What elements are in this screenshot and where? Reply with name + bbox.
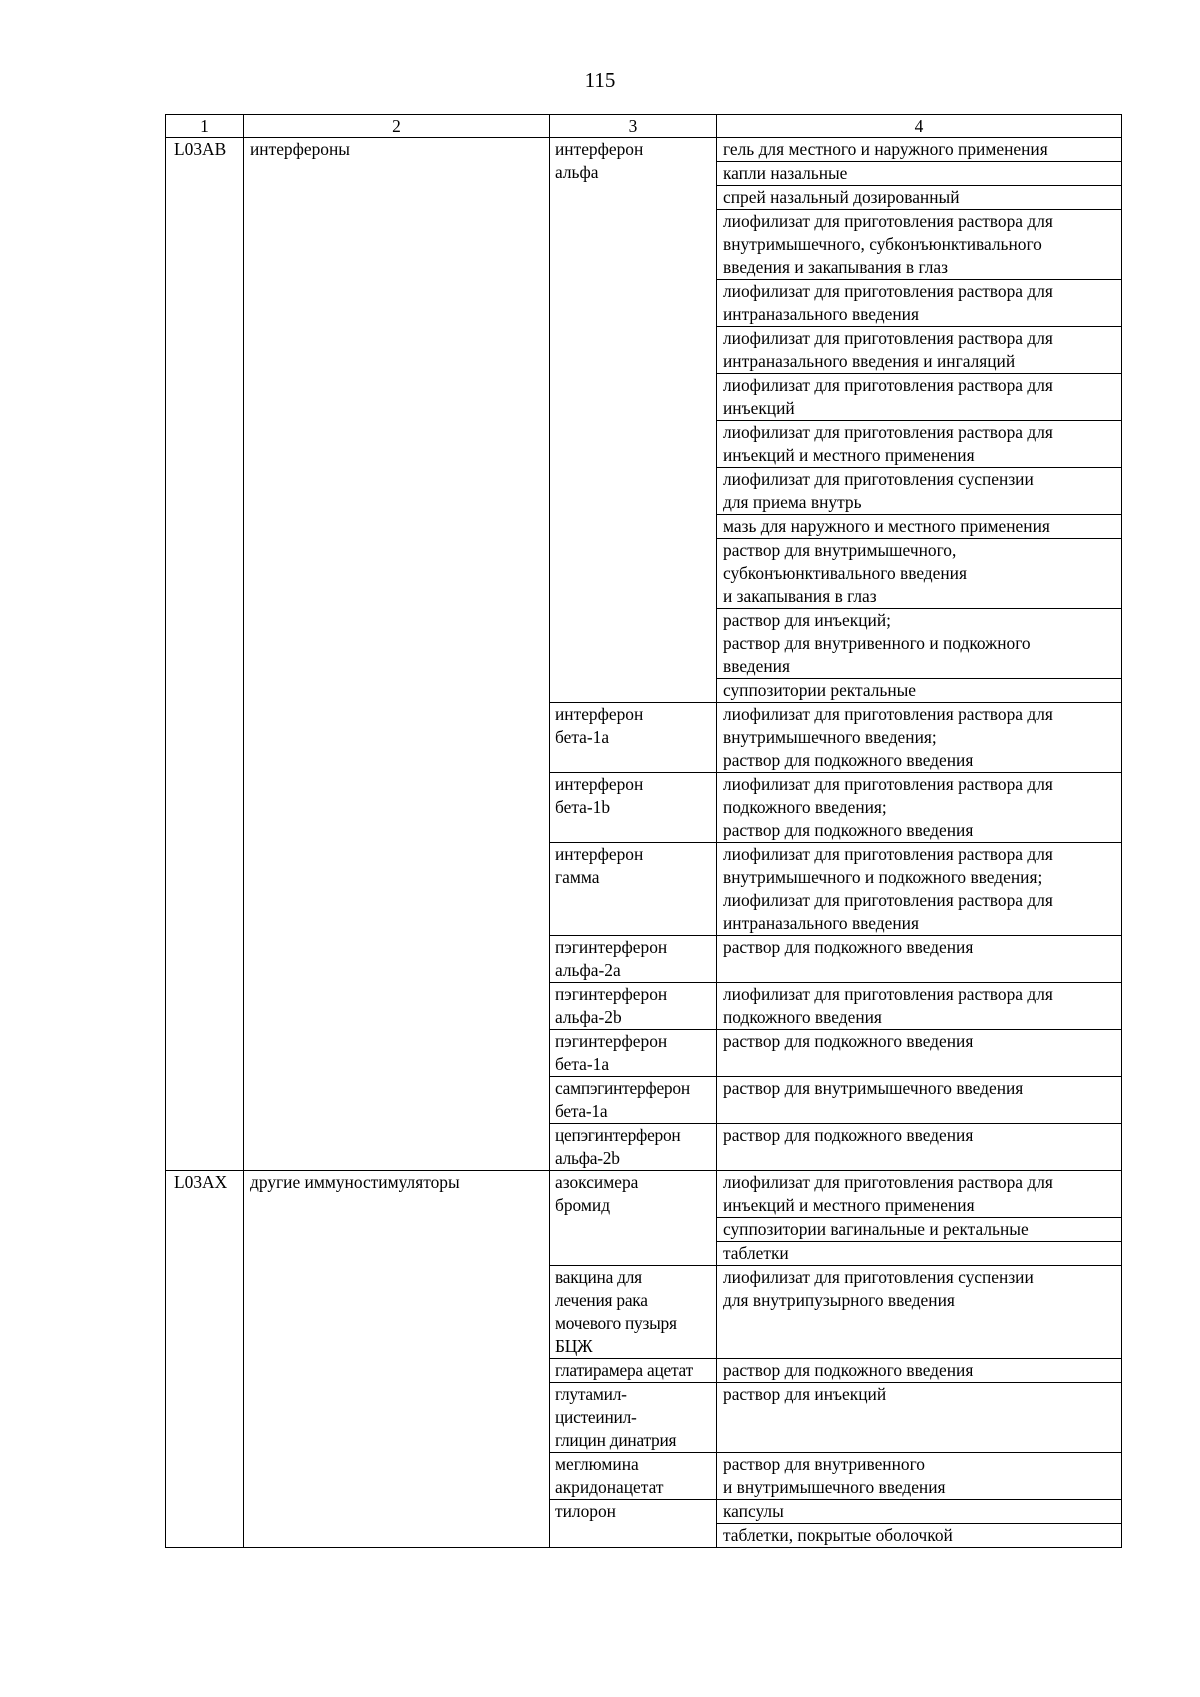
drug-name-cell xyxy=(550,1124,717,1171)
dosage-form-cell xyxy=(717,327,1122,374)
drug-name-cell-line: лечения рака xyxy=(555,1290,648,1310)
dosage-form-cell-line: лиофилизат для приготовления раствора для xyxy=(723,984,1053,1004)
drug-name-cell-line: азоксимера xyxy=(555,1172,639,1192)
dosage-form-cell-line: лиофилизат для приготовления раствора для xyxy=(723,890,1053,910)
drug-name-cell-line: альфа-2b xyxy=(555,1148,620,1168)
dosage-form-cell xyxy=(717,843,1122,936)
dosage-form-cell-line: лиофилизат для приготовления раствора для xyxy=(723,328,1053,348)
drug-name-cell-line: цистеинил- xyxy=(555,1407,637,1427)
drug-name-cell-line: интерферон xyxy=(555,844,644,864)
dosage-form-cell xyxy=(717,374,1122,421)
dosage-form-cell xyxy=(717,1524,1122,1548)
dosage-form-cell-line: внутримышечного введения; xyxy=(723,727,937,747)
drug-name-cell xyxy=(550,773,717,843)
dosage-form-cell xyxy=(717,280,1122,327)
dosage-form-cell-line: лиофилизат для приготовления суспензии xyxy=(723,469,1034,489)
dosage-form-cell-line: и внутримышечного введения xyxy=(723,1477,946,1497)
dosage-form-cell-line: лиофилизат для приготовления раствора для xyxy=(723,704,1053,724)
drug-name-cell-line: интерферон xyxy=(555,139,644,159)
dosage-form-cell xyxy=(717,210,1122,280)
dosage-form-cell-line: таблетки, покрытые оболочкой xyxy=(723,1525,953,1545)
table-row xyxy=(166,138,1122,162)
drug-name-cell xyxy=(550,1171,717,1266)
dosage-form-cell-line: капли назальные xyxy=(723,163,848,183)
dosage-form-cell-line: введения xyxy=(723,656,790,676)
dosage-form-cell-line: внутримышечного, субконъюнктивального xyxy=(723,234,1042,254)
drug-name-cell-line: акридонацетат xyxy=(555,1477,664,1497)
dosage-form-cell-line: интраназального введения xyxy=(723,913,919,933)
dosage-form-cell-line: раствор для подкожного введения xyxy=(723,937,974,957)
group-name-cell: другие иммуностимуляторы xyxy=(244,1171,550,1548)
drug-name-cell-line: интерферон xyxy=(555,704,644,724)
drug-name-cell xyxy=(550,1266,717,1359)
dosage-form-cell-line: лиофилизат для приготовления суспензии xyxy=(723,1267,1034,1287)
header-cell-2: 2 xyxy=(244,115,550,138)
drug-name-cell-line: бета-1b xyxy=(555,797,611,817)
drug-name-cell xyxy=(550,1383,717,1453)
dosage-form-cell xyxy=(717,1218,1122,1242)
dosage-form-cell-line: спрей назальный дозированный xyxy=(723,187,960,207)
drug-name-cell-line: альфа xyxy=(555,162,599,182)
group-name-cell: интерфероны xyxy=(244,138,550,1171)
header-cell-3: 3 xyxy=(550,115,717,138)
drug-name-cell-line: альфа-2a xyxy=(555,960,621,980)
dosage-form-cell-line: суппозитории ректальные xyxy=(723,680,917,700)
dosage-form-cell xyxy=(717,679,1122,703)
dosage-form-cell xyxy=(717,1266,1122,1359)
atc-code-cell: L03AB xyxy=(166,138,244,1171)
drug-name-cell-line: пэгинтерферон xyxy=(555,937,668,957)
drug-name-cell-line: интерферон xyxy=(555,774,644,794)
drug-name-cell-line: глатирамера ацетат xyxy=(555,1360,693,1380)
dosage-form-cell xyxy=(717,936,1122,983)
dosage-form-cell-line: лиофилизат для приготовления раствора для xyxy=(723,1172,1053,1192)
page-number: 115 xyxy=(584,68,616,92)
dosage-form-cell-line: интраназального введения и ингаляций xyxy=(723,351,1016,371)
dosage-form-cell-line: лиофилизат для приготовления раствора для xyxy=(723,774,1053,794)
dosage-form-cell-line: лиофилизат для приготовления раствора для xyxy=(723,281,1053,301)
drug-name-cell xyxy=(550,1359,717,1383)
drug-name-cell-line: пэгинтерферон xyxy=(555,984,668,1004)
dosage-form-cell-line: и закапывания в глаз xyxy=(723,586,877,606)
dosage-form-cell-line: раствор для подкожного введения xyxy=(723,750,974,770)
header-cell-4: 4 xyxy=(717,115,1122,138)
dosage-form-cell xyxy=(717,539,1122,609)
dosage-form-cell-line: мазь для наружного и местного применения xyxy=(723,516,1050,536)
drug-name-cell-line: глутамил- xyxy=(555,1384,627,1404)
dosage-form-cell xyxy=(717,186,1122,210)
dosage-form-cell xyxy=(717,1500,1122,1524)
drug-name-cell-line: БЦЖ xyxy=(555,1336,593,1356)
drug-name-cell xyxy=(550,983,717,1030)
drug-name-cell-line: вакцина для xyxy=(555,1267,642,1287)
dosage-form-cell-line: суппозитории вагинальные и ректальные xyxy=(723,1219,1029,1239)
dosage-form-cell-line: внутримышечного и подкожного введения; xyxy=(723,867,1043,887)
dosage-form-cell-line: для приема внутрь xyxy=(723,492,862,512)
drug-name-cell-line: тилорон xyxy=(555,1501,616,1521)
drug-name-cell-line: мочевого пузыря xyxy=(555,1313,677,1333)
drug-name-cell-line: пэгинтерферон xyxy=(555,1031,668,1051)
dosage-form-cell xyxy=(717,468,1122,515)
drug-name-cell xyxy=(550,1453,717,1500)
dosage-form-cell-line: введения и закапывания в глаз xyxy=(723,257,948,277)
drug-name-cell-line: бромид xyxy=(555,1195,611,1215)
dosage-form-cell-line: раствор для инъекций xyxy=(723,1384,887,1404)
dosage-form-cell-line: раствор для инъекций; xyxy=(723,610,891,630)
dosage-form-cell-line: для внутрипузырного введения xyxy=(723,1290,955,1310)
dosage-form-cell-line: лиофилизат для приготовления раствора для xyxy=(723,211,1053,231)
dosage-form-cell xyxy=(717,773,1122,843)
dosage-form-cell-line: раствор для внутримышечного введения xyxy=(723,1078,1024,1098)
dosage-form-cell-line: подкожного введения xyxy=(723,1007,882,1027)
dosage-form-cell-line: лиофилизат для приготовления раствора для xyxy=(723,844,1053,864)
drug-name-cell-line: сампэгинтерферон xyxy=(555,1078,690,1098)
dosage-form-cell-line: интраназального введения xyxy=(723,304,919,324)
drug-name-cell-line: цепэгинтерферон xyxy=(555,1125,681,1145)
dosage-form-cell-line: лиофилизат для приготовления раствора для xyxy=(723,375,1053,395)
dosage-form-cell-line: гель для местного и наружного применения xyxy=(723,139,1048,159)
dosage-form-cell-line: раствор для внутривенного и подкожного xyxy=(723,633,1031,653)
dosage-form-cell xyxy=(717,703,1122,773)
header-cell-1: 1 xyxy=(166,115,244,138)
dosage-form-cell xyxy=(717,421,1122,468)
dosage-form-cell xyxy=(717,1077,1122,1124)
drug-name-cell-line: альфа-2b xyxy=(555,1007,622,1027)
drug-name-cell-line: бета-1a xyxy=(555,1054,610,1074)
dosage-form-cell-line: инъекций и местного применения xyxy=(723,1195,975,1215)
dosage-form-cell xyxy=(717,983,1122,1030)
drug-name-cell-line: бета-1a xyxy=(555,727,610,747)
dosage-form-cell-line: капсулы xyxy=(723,1501,784,1521)
table-header-row xyxy=(166,115,1122,138)
dosage-form-cell-line: подкожного введения; xyxy=(723,797,887,817)
dosage-form-cell xyxy=(717,515,1122,539)
dosage-form-cell xyxy=(717,162,1122,186)
drug-name-cell xyxy=(550,1077,717,1124)
table-row xyxy=(166,1171,1122,1218)
drug-name-cell-line: гамма xyxy=(555,867,600,887)
dosage-form-cell-line: инъекций и местного применения xyxy=(723,445,975,465)
drug-name-cell-line: меглюмина xyxy=(555,1454,639,1474)
dosage-form-cell-line: раствор для подкожного введения xyxy=(723,820,974,840)
dosage-form-cell xyxy=(717,609,1122,679)
drug-name-cell xyxy=(550,138,717,703)
dosage-form-cell-line: раствор для внутримышечного, xyxy=(723,540,957,560)
dosage-form-cell-line: таблетки xyxy=(723,1243,789,1263)
drug-name-cell xyxy=(550,936,717,983)
drug-name-cell xyxy=(550,703,717,773)
drug-name-cell-line: бета-1a xyxy=(555,1101,608,1121)
drug-name-cell xyxy=(550,843,717,936)
dosage-form-cell xyxy=(717,1383,1122,1453)
drug-name-cell xyxy=(550,1500,717,1548)
dosage-form-cell xyxy=(717,1124,1122,1171)
dosage-form-cell xyxy=(717,1359,1122,1383)
dosage-form-cell xyxy=(717,1453,1122,1500)
dosage-form-cell xyxy=(717,1030,1122,1077)
table-body xyxy=(166,115,1122,1548)
drug-name-cell xyxy=(550,1030,717,1077)
dosage-form-cell-line: раствор для подкожного введения xyxy=(723,1360,974,1380)
dosage-form-cell-line: раствор для подкожного введения xyxy=(723,1031,974,1051)
dosage-form-cell xyxy=(717,138,1122,162)
dosage-form-cell-line: лиофилизат для приготовления раствора для xyxy=(723,422,1053,442)
dosage-form-cell-line: раствор для внутривенного xyxy=(723,1454,925,1474)
dosage-form-cell xyxy=(717,1242,1122,1266)
dosage-form-cell xyxy=(717,1171,1122,1218)
drug-table xyxy=(165,114,1122,1548)
dosage-form-cell-line: раствор для подкожного введения xyxy=(723,1125,974,1145)
atc-code-cell: L03AX xyxy=(166,1171,244,1548)
drug-name-cell-line: глицин динатрия xyxy=(555,1430,677,1450)
dosage-form-cell-line: субконъюнктивального введения xyxy=(723,563,967,583)
dosage-form-cell-line: инъекций xyxy=(723,398,795,418)
